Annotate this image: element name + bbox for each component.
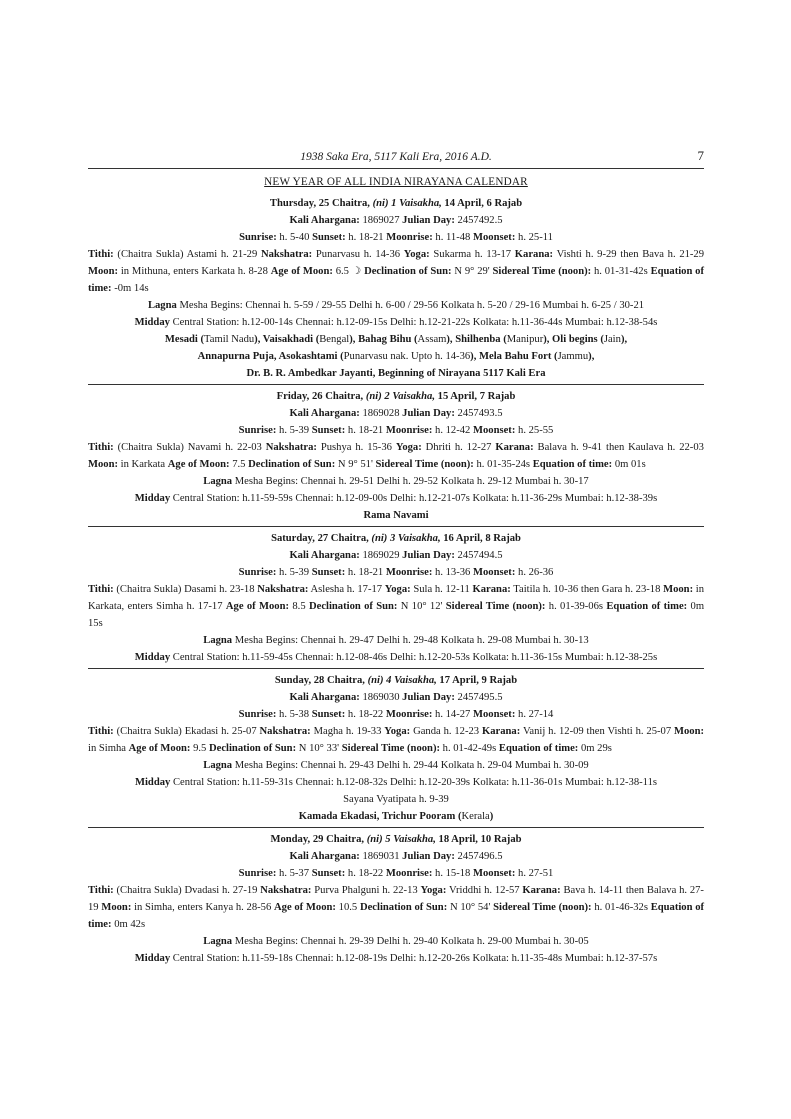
sun-moon-times <box>88 706 704 723</box>
sunrise-value: h. 5-39 <box>279 567 310 578</box>
midday-line <box>88 774 704 791</box>
nakshatra-value: Purva Phalguni h. 22-13 <box>314 885 418 896</box>
sun-moon-times <box>88 865 704 882</box>
midday-value: Central Station: h.11-59-59s Chennai: h.12-09-00s Delhi: h.12-21-07s Kolkata: h.11-36-29s Mumbai: h.12-38-39s <box>172 493 658 504</box>
tithi-value: (Chaitra Sukla) Dvadasi h. 27-19 <box>116 885 258 896</box>
kali-ahargana-label: Kali Ahargana: <box>289 408 360 419</box>
festival-name: ), Vaisakhadi ( <box>254 334 320 345</box>
sun-moon-times <box>88 564 704 581</box>
panchanga-details <box>88 439 704 473</box>
karana-label: Karana: <box>472 584 511 595</box>
sayana-vyatipata-line: Sayana Vyatipata h. 9-39 <box>343 794 449 805</box>
tithi-label: Tithi: <box>88 249 114 260</box>
day-title <box>88 195 704 212</box>
midday-label: Midday <box>134 953 171 964</box>
day-title-date: Thursday, 25 Chaitra, <box>269 198 373 209</box>
nakshatra-value: Pushya h. 15-36 <box>320 442 392 453</box>
festival-region: Punarvasu nak. Upto h. 14-36 <box>343 351 471 362</box>
moon-value: in Karkata <box>120 459 166 470</box>
festival-line <box>88 808 704 825</box>
ahargana-line <box>88 405 704 422</box>
tithi-value: (Chaitra Sukla) Ekadasi h. 25-07 <box>116 726 257 737</box>
panchanga-details <box>88 723 704 757</box>
kali-ahargana-value: 1869030 <box>362 692 400 703</box>
declination-of-sun-label: Declination of Sun: <box>359 902 448 913</box>
moonrise-value: h. 15-18 <box>435 868 471 879</box>
lagna-line <box>88 757 704 774</box>
day-title-date: Saturday, 27 Chaitra, <box>271 533 372 544</box>
julian-day-label: Julian Day: <box>402 408 455 419</box>
age-of-moon-value: 8.5 <box>292 601 306 612</box>
age-of-moon-label: Age of Moon: <box>167 459 230 470</box>
moonrise-value: h. 11-48 <box>435 232 471 243</box>
day-title-rajab: 15 April, 7 Rajab <box>435 391 516 402</box>
sunset-label: Sunset: <box>312 232 346 243</box>
kali-ahargana-value: 1869031 <box>362 851 400 862</box>
midday-label: Midday <box>134 493 171 504</box>
midday-line <box>88 649 704 666</box>
moonrise-label: Moonrise: <box>385 868 433 879</box>
julian-day-label: Julian Day: <box>402 692 455 703</box>
kali-ahargana-label: Kali Ahargana: <box>289 851 360 862</box>
moon-value: in Karkata, enters Simha h. 17-17 <box>88 584 705 612</box>
sunrise-label: Sunrise: <box>238 425 277 436</box>
moon-label: Moon: <box>88 266 119 277</box>
tithi-label: Tithi: <box>88 584 114 595</box>
yoga-value: Sukarma h. 13-17 <box>433 249 512 260</box>
sunrise-label: Sunrise: <box>238 709 277 720</box>
moonset-value: h. 26-36 <box>518 567 554 578</box>
midday-label: Midday <box>134 652 171 663</box>
tithi-label: Tithi: <box>88 885 114 896</box>
festival-line <box>88 507 704 524</box>
panchanga-details <box>88 246 704 297</box>
day-entry <box>88 195 704 382</box>
sunset-value: h. 18-21 <box>348 232 384 243</box>
lagna-value: Mesha Begins: Chennai h. 29-39 Delhi h. 29-40 Kolkata h. 29-00 Mumbai h. 30-05 <box>234 936 589 947</box>
nakshatra-label: Nakshatra: <box>260 885 312 896</box>
moon-value: in Simha, enters Kanya h. 28-56 <box>134 902 272 913</box>
moon-label: Moon: <box>101 902 132 913</box>
festival-region: Bengal <box>319 334 350 345</box>
festival-name: Mesadi ( <box>164 334 205 345</box>
moonset-value: h. 25-55 <box>518 425 554 436</box>
festival-name: Annapurna Puja, Asokashtami ( <box>197 351 344 362</box>
midday-value: Central Station: h.11-59-18s Chennai: h.12-08-19s Delhi: h.12-20-26s Kolkata: h.11-35-48s Mumbai: h.12-37-57s <box>172 953 658 964</box>
nakshatra-label: Nakshatra: <box>260 249 313 260</box>
equation-of-time-label: Equation of time: <box>606 601 688 612</box>
day-title-nirayana: (ni) 5 Vaisakha, <box>366 834 436 845</box>
yoga-value: Sula h. 12-11 <box>413 584 470 595</box>
moonrise-value: h. 12-42 <box>435 425 471 436</box>
header-title: 1938 Saka Era, 5117 Kali Era, 2016 A.D. <box>300 151 492 163</box>
age-of-moon-value: 6.5 ☽ <box>335 266 362 277</box>
day-title <box>88 672 704 689</box>
day-title <box>88 831 704 848</box>
day-title-nirayana: (ni) 4 Vaisakha, <box>367 675 437 686</box>
moonset-label: Moonset: <box>472 567 516 578</box>
sunset-label: Sunset: <box>311 567 346 578</box>
festival-name: Dr. B. R. Ambedkar Jayanti, Beginning of Nirayana 5117 Kali Era <box>246 368 546 379</box>
nakshatra-value: Magha h. 19-33 <box>313 726 382 737</box>
nakshatra-label: Nakshatra: <box>265 442 317 453</box>
lagna-line <box>88 473 704 490</box>
midday-value: Central Station: h.12-00-14s Chennai: h.12-09-15s Delhi: h.12-21-22s Kolkata: h.11-36-44s Mumbai: h.12-38-54s <box>172 317 658 328</box>
yoga-value: Dhriti h. 12-27 <box>425 442 492 453</box>
festival-name: ), Bahag Bihu ( <box>349 334 418 345</box>
lagna-line <box>88 297 704 314</box>
moon-value: in Mithuna, enters Karkata h. 8-28 <box>120 266 268 277</box>
sidereal-time-value: h. 01-39-06s <box>548 601 604 612</box>
day-title-rajab: 14 April, 6 Rajab <box>441 198 523 209</box>
julian-day-value: 2457496.5 <box>457 851 503 862</box>
festival-name: ), Mela Bahu Fort ( <box>470 351 558 362</box>
yoga-value: Vriddhi h. 12-57 <box>449 885 520 896</box>
equation-of-time-label: Equation of time: <box>88 266 705 294</box>
declination-of-sun-value: N 10° 12' <box>400 601 443 612</box>
sunrise-value: h. 5-39 <box>279 425 310 436</box>
moonrise-label: Moonrise: <box>386 232 433 243</box>
midday-value: Central Station: h.11-59-31s Chennai: h.12-08-32s Delhi: h.12-20-39s Kolkata: h.11-36-01s Mumbai: h.12-38-11s <box>172 777 657 788</box>
moonset-value: h. 25-11 <box>518 232 553 243</box>
nakshatra-label: Nakshatra: <box>257 584 309 595</box>
yoga-value: Ganda h. 12-23 <box>413 726 480 737</box>
yoga-label: Yoga: <box>420 885 447 896</box>
sidereal-time-label: Sidereal Time (noon): <box>492 266 592 277</box>
moonrise-value: h. 14-27 <box>435 709 471 720</box>
karana-value: Taitila h. 10-36 then Gara h. 23-18 <box>513 584 661 595</box>
ahargana-line <box>88 689 704 706</box>
sidereal-time-value: h. 01-46-32s <box>594 902 648 913</box>
festival-name: Rama Navami <box>363 510 429 521</box>
julian-day-label: Julian Day: <box>402 215 455 226</box>
moonrise-label: Moonrise: <box>385 567 433 578</box>
age-of-moon-value: 7.5 <box>232 459 246 470</box>
equation-of-time-value: 0m 42s <box>114 919 146 930</box>
yoga-label: Yoga: <box>403 249 430 260</box>
day-title-date: Sunday, 28 Chaitra, <box>274 675 368 686</box>
festival-region: Jammu <box>557 351 589 362</box>
declination-of-sun-value: N 10° 33' <box>298 743 340 754</box>
sunrise-label: Sunrise: <box>238 567 277 578</box>
festival-name: ) <box>489 811 494 822</box>
sunrise-value: h. 5-38 <box>279 709 310 720</box>
sunrise-value: h. 5-40 <box>279 232 310 243</box>
moonset-value: h. 27-14 <box>518 709 554 720</box>
moonset-label: Moonset: <box>472 232 516 243</box>
ahargana-line <box>88 547 704 564</box>
equation-of-time-label: Equation of time: <box>498 743 579 754</box>
moon-label: Moon: <box>674 726 705 737</box>
day-title-date: Monday, 29 Chaitra, <box>270 834 367 845</box>
declination-of-sun-value: N 10° 54' <box>449 902 491 913</box>
page-title: NEW YEAR OF ALL INDIA NIRAYANA CALENDAR <box>264 176 528 188</box>
sunset-value: h. 18-21 <box>347 425 384 436</box>
sunrise-label: Sunrise: <box>239 232 277 243</box>
moonset-value: h. 27-51 <box>518 868 554 879</box>
age-of-moon-label: Age of Moon: <box>274 902 336 913</box>
moonrise-value: h. 13-36 <box>435 567 471 578</box>
yoga-label: Yoga: <box>384 726 411 737</box>
sidereal-time-label: Sidereal Time (noon): <box>341 743 440 754</box>
day-entries <box>88 195 704 967</box>
kali-ahargana-label: Kali Ahargana: <box>289 692 360 703</box>
declination-of-sun-value: N 9° 29' <box>454 266 490 277</box>
moon-label: Moon: <box>88 459 119 470</box>
kali-ahargana-label: Kali Ahargana: <box>289 550 360 561</box>
moonset-label: Moonset: <box>472 425 516 436</box>
tithi-value: (Chaitra Sukla) Dasami h. 23-18 <box>116 584 255 595</box>
sidereal-time-value: h. 01-31-42s <box>594 266 648 277</box>
lagna-value: Mesha Begins: Chennai h. 29-51 Delhi h. 29-52 Kolkata h. 29-12 Mumbai h. 30-17 <box>234 476 589 487</box>
moonset-label: Moonset: <box>472 868 516 879</box>
julian-day-label: Julian Day: <box>402 851 455 862</box>
lagna-value: Mesha Begins: Chennai h. 29-47 Delhi h. 29-48 Kolkata h. 29-08 Mumbai h. 30-13 <box>234 635 589 646</box>
tithi-value: (Chaitra Sukla) Navami h. 22-03 <box>117 442 262 453</box>
day-title <box>88 530 704 547</box>
midday-value: Central Station: h.11-59-45s Chennai: h.12-08-46s Delhi: h.12-20-53s Kolkata: h.11-36-15s Mumbai: h.12-38-25s <box>172 652 658 663</box>
lagna-value: Mesha Begins: Chennai h. 29-43 Delhi h. 29-44 Kolkata h. 29-04 Mumbai h. 30-09 <box>234 760 589 771</box>
karana-label: Karana: <box>522 885 561 896</box>
day-title-nirayana: (ni) 2 Vaisakha, <box>365 391 435 402</box>
sun-moon-times <box>88 229 704 246</box>
karana-label: Karana: <box>481 726 521 737</box>
equation-of-time-label: Equation of time: <box>88 902 705 930</box>
kali-ahargana-value: 1869028 <box>362 408 400 419</box>
day-entry <box>88 668 704 825</box>
sunset-label: Sunset: <box>311 425 346 436</box>
day-title-rajab: 18 April, 10 Rajab <box>435 834 522 845</box>
sidereal-time-label: Sidereal Time (noon): <box>445 601 546 612</box>
sunset-label: Sunset: <box>311 709 346 720</box>
festival-name: ), <box>588 351 595 362</box>
day-entry <box>88 526 704 666</box>
moon-value: in Simha <box>88 743 126 754</box>
kali-ahargana-value: 1869027 <box>362 215 400 226</box>
karana-label: Karana: <box>514 249 554 260</box>
ahargana-line <box>88 848 704 865</box>
day-title-nirayana: (ni) 1 Vaisakha, <box>372 198 442 209</box>
lagna-label: Lagna <box>147 300 177 311</box>
tithi-value: (Chaitra Sukla) Astami h. 21-29 <box>117 249 258 260</box>
karana-value: Vishti h. 9-29 then Bava h. 21-29 <box>556 249 705 260</box>
panchanga-details <box>88 581 704 632</box>
karana-label: Karana: <box>495 442 534 453</box>
kali-ahargana-value: 1869029 <box>362 550 400 561</box>
julian-day-value: 2457495.5 <box>457 692 503 703</box>
age-of-moon-label: Age of Moon: <box>225 601 290 612</box>
midday-line <box>88 950 704 967</box>
festival-region: Tamil Nadu <box>204 334 255 345</box>
declination-of-sun-label: Declination of Sun: <box>248 459 336 470</box>
equation-of-time-value: 0m 01s <box>614 459 646 470</box>
panchanga-details <box>88 882 704 933</box>
sunrise-label: Sunrise: <box>238 868 277 879</box>
sunset-value: h. 18-22 <box>347 868 384 879</box>
age-of-moon-label: Age of Moon: <box>128 743 191 754</box>
festival-region: Jain <box>603 334 621 345</box>
yoga-label: Yoga: <box>395 442 422 453</box>
sidereal-time-value: h. 01-42-49s <box>442 743 497 754</box>
festival-name: ), Shilhenba ( <box>446 334 507 345</box>
lagna-label: Lagna <box>203 635 233 646</box>
day-title-nirayana: (ni) 3 Vaisakha, <box>371 533 441 544</box>
age-of-moon-value: 9.5 <box>193 743 207 754</box>
julian-day-value: 2457493.5 <box>457 408 503 419</box>
sidereal-time-value: h. 01-35-24s <box>476 459 531 470</box>
tithi-label: Tithi: <box>88 442 114 453</box>
festival-line <box>88 348 704 365</box>
festival-line <box>88 331 704 348</box>
lagna-line <box>88 632 704 649</box>
karana-value: Bava h. 14-11 then Balava h. 27-19 <box>88 885 704 913</box>
festival-name: ), <box>620 334 628 345</box>
declination-of-sun-value: N 9° 51' <box>337 459 373 470</box>
day-title-rajab: 16 April, 8 Rajab <box>440 533 521 544</box>
running-header <box>88 150 704 169</box>
julian-day-value: 2457492.5 <box>457 215 503 226</box>
festival-name: ), Oli begins ( <box>543 334 604 345</box>
julian-day-value: 2457494.5 <box>457 550 503 561</box>
moon-label: Moon: <box>663 584 694 595</box>
festival-region: Manipur <box>506 334 544 345</box>
day-entry <box>88 384 704 524</box>
equation-of-time-value: 0m 29s <box>580 743 612 754</box>
lagna-line <box>88 933 704 950</box>
kali-ahargana-label: Kali Ahargana: <box>289 215 360 226</box>
moonset-label: Moonset: <box>472 709 516 720</box>
lagna-label: Lagna <box>203 760 233 771</box>
declination-of-sun-label: Declination of Sun: <box>208 743 297 754</box>
sidereal-time-label: Sidereal Time (noon): <box>493 902 592 913</box>
sunset-value: h. 18-21 <box>347 567 384 578</box>
midday-label: Midday <box>134 317 170 328</box>
sidereal-time-label: Sidereal Time (noon): <box>375 459 474 470</box>
day-title-date: Friday, 26 Chaitra, <box>276 391 366 402</box>
moonrise-label: Moonrise: <box>385 425 433 436</box>
lagna-value: Mesha Begins: Chennai h. 5-59 / 29-55 Delhi h. 6-00 / 29-56 Kolkata h. 5-20 / 29-16 Mumbai h. 6-25 / 30-21 <box>179 300 645 311</box>
nakshatra-value: Punarvasu h. 14-36 <box>315 249 401 260</box>
midday-line <box>88 314 704 331</box>
lagna-label: Lagna <box>203 476 233 487</box>
tithi-label: Tithi: <box>88 726 114 737</box>
equation-of-time-value: 0m 15s <box>88 601 705 629</box>
nakshatra-value: Aslesha h. 17-17 <box>310 584 383 595</box>
midday-line <box>88 490 704 507</box>
sun-moon-times <box>88 422 704 439</box>
age-of-moon-label: Age of Moon: <box>270 266 333 277</box>
lagna-label: Lagna <box>203 936 233 947</box>
age-of-moon-value: 10.5 <box>338 902 358 913</box>
day-title <box>88 388 704 405</box>
karana-value: Balava h. 9-41 then Kaulava h. 22-03 <box>537 442 704 453</box>
festival-region: Assam <box>417 334 447 345</box>
day-title-rajab: 17 April, 9 Rajab <box>436 675 518 686</box>
moonrise-label: Moonrise: <box>385 709 433 720</box>
declination-of-sun-label: Declination of Sun: <box>308 601 398 612</box>
day-entry <box>88 827 704 967</box>
declination-of-sun-label: Declination of Sun: <box>364 266 452 277</box>
equation-of-time-label: Equation of time: <box>532 459 613 470</box>
equation-of-time-value: -0m 14s <box>114 283 149 294</box>
karana-value: Vanij h. 12-09 then Vishti h. 25-07 <box>522 726 672 737</box>
sunset-value: h. 18-22 <box>347 709 384 720</box>
festival-name: Kamada Ekadasi, Trichur Pooram ( <box>298 811 462 822</box>
festival-region: Kerala <box>461 811 490 822</box>
midday-label: Midday <box>134 777 171 788</box>
sunrise-value: h. 5-37 <box>279 868 310 879</box>
festival-line <box>88 365 704 382</box>
julian-day-label: Julian Day: <box>402 550 455 561</box>
page-number: 7 <box>697 148 704 163</box>
ahargana-line <box>88 212 704 229</box>
sunset-label: Sunset: <box>311 868 346 879</box>
yoga-label: Yoga: <box>384 584 411 595</box>
nakshatra-label: Nakshatra: <box>259 726 311 737</box>
